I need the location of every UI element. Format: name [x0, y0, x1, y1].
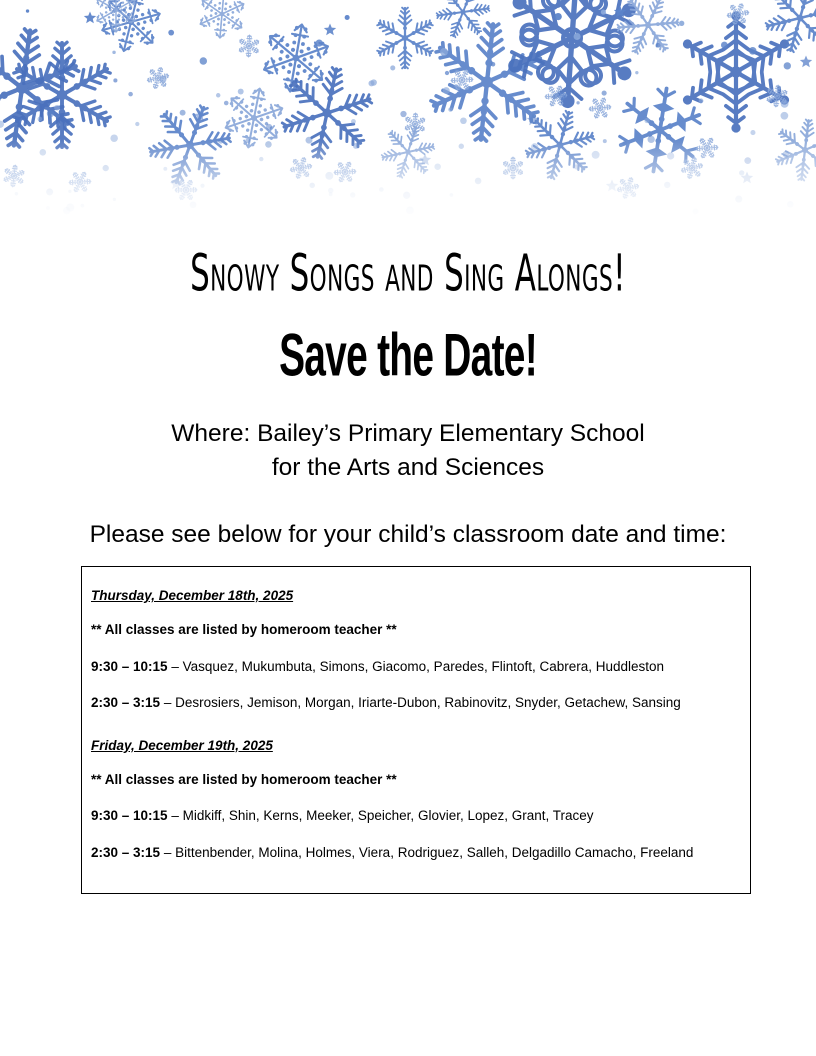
flyer-content	[0, 225, 816, 549]
schedule-slot-separator: –	[167, 808, 183, 824]
schedule-slot-separator: –	[167, 658, 183, 674]
schedule-slot-time: 9:30 – 10:15	[91, 658, 168, 674]
schedule-note: ** All classes are listed by homeroom teacher **	[91, 621, 397, 637]
schedule-box	[81, 566, 751, 894]
snowflake-border-graphic	[0, 0, 816, 225]
schedule-slot-separator: –	[160, 695, 176, 711]
schedule-slot-row	[91, 808, 738, 824]
venue-line-2: for the Arts and Sciences	[271, 453, 545, 481]
schedule-slot-teachers: Vasquez, Mukumbuta, Simons, Giacomo, Paredes, Flintoft, Cabrera, Huddleston	[182, 658, 665, 674]
schedule-list	[82, 567, 750, 860]
instruction-line: Please see below for your child’s classroom date and time:	[89, 521, 727, 549]
schedule-slot-time: 9:30 – 10:15	[91, 808, 168, 824]
schedule-slot-teachers: Midkiff, Shin, Kerns, Meeker, Speicher, Glovier, Lopez, Grant, Tracey	[182, 808, 594, 824]
schedule-slot-time: 2:30 – 3:15	[91, 844, 161, 860]
page-title-script: Snowy Songs and Sing Alongs!	[190, 244, 626, 304]
schedule-slot-row	[91, 659, 738, 675]
schedule-date-heading: Friday, December 19th, 2025	[91, 737, 273, 753]
page-title-save-the-date: Save the Date!	[279, 321, 537, 389]
schedule-note: ** All classes are listed by homeroom teacher **	[91, 771, 397, 787]
schedule-slot-row	[91, 845, 738, 861]
schedule-slot-teachers: Bittenbender, Molina, Holmes, Viera, Rodriguez, Salleh, Delgadillo Camacho, Freeland	[175, 844, 694, 860]
venue-line-1: Where: Bailey’s Primary Elementary School	[171, 420, 645, 447]
schedule-slot-teachers: Desrosiers, Jemison, Morgan, Iriarte-Dubon, Rabinovitz, Snyder, Getachew, Sansing	[175, 695, 681, 711]
schedule-slot-row	[91, 695, 738, 711]
schedule-date-heading: Thursday, December 18th, 2025	[91, 588, 294, 603]
schedule-slot-separator: –	[160, 844, 176, 860]
schedule-slot-time: 2:30 – 3:15	[91, 695, 161, 711]
snow-fade-mask	[0, 0, 816, 225]
snowflake-border	[0, 0, 816, 225]
venue-block	[0, 417, 816, 484]
